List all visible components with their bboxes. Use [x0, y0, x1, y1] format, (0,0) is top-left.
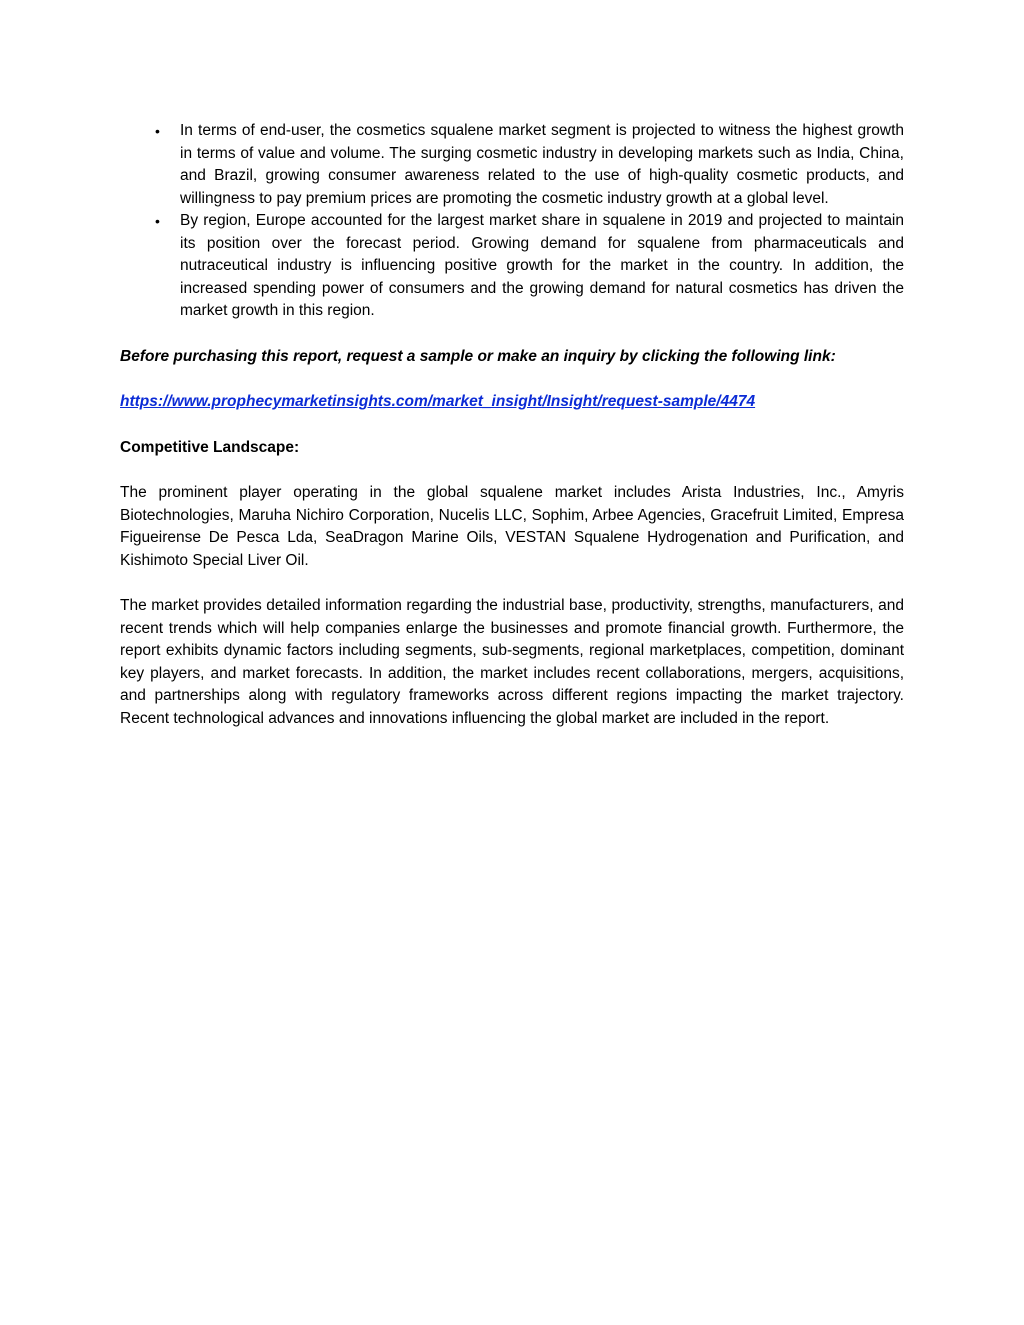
request-sample-link[interactable]: https://www.prophecymarketinsights.com/market_insight/Insight/request-sample/4474 [120, 393, 756, 410]
bullet-list [120, 120, 904, 323]
bullet-item-end-user [120, 120, 904, 210]
document-page [120, 120, 904, 730]
section-heading: Competitive Landscape: [120, 438, 300, 456]
link-paragraph [120, 391, 904, 414]
bullet-icon: • [155, 213, 160, 229]
call-to-action-text: Before purchasing this report, request a sample or make an inquiry by clicking the following link: [120, 347, 836, 365]
bullet-text: In terms of end-user, the cosmetics squalene market segment is projected to witness the highest growth in terms of value and volume. The surging cosmetic industry in developing markets such as India, China, and Brazil, growing consumer awareness related to the use of high-quality cosmetic products, and willingness to pay premium prices are promoting the cosmetic industry growth at a global level. [180, 122, 904, 207]
players-paragraph: The prominent player operating in the global squalene market includes Arista Industries, Inc., Amyris Biotechnologies, Maruha Nichiro Corporation, Nucelis LLC, Sophim, Arbee Agencies, Gracefruit Limited, Empresa Figueirense De Pesca Lda, SeaDragon Marine Oils, VESTAN Squalene Hydrogenation and Purification, and Kishimoto Special Liver Oil. [120, 484, 904, 569]
bullet-icon: • [155, 123, 160, 139]
bullet-item-region [120, 210, 904, 323]
bullet-text: By region, Europe accounted for the largest market share in squalene in 2019 and projected to maintain its position over the forecast period. Growing demand for squalene from pharmaceuticals and nutraceutical industry is influencing positive growth for the market in the country. In addition, the increased spending power of consumers and the growing demand for natural cosmetics has driven the market growth in this region. [180, 212, 904, 319]
market-info-paragraph: The market provides detailed information regarding the industrial base, productivity, strengths, manufacturers, and recent trends which will help companies enlarge the businesses and promote financial growth. Furthermore, the report exhibits dynamic factors including segments, sub-segments, regional marketplaces, competition, dominant key players, and market forecasts. In addition, the market includes recent collaborations, mergers, acquisitions, and partnerships along with regulatory frameworks across different regions impacting the market trajectory. Recent technological advances and innovations influencing the global market are included in the report. [120, 597, 904, 727]
